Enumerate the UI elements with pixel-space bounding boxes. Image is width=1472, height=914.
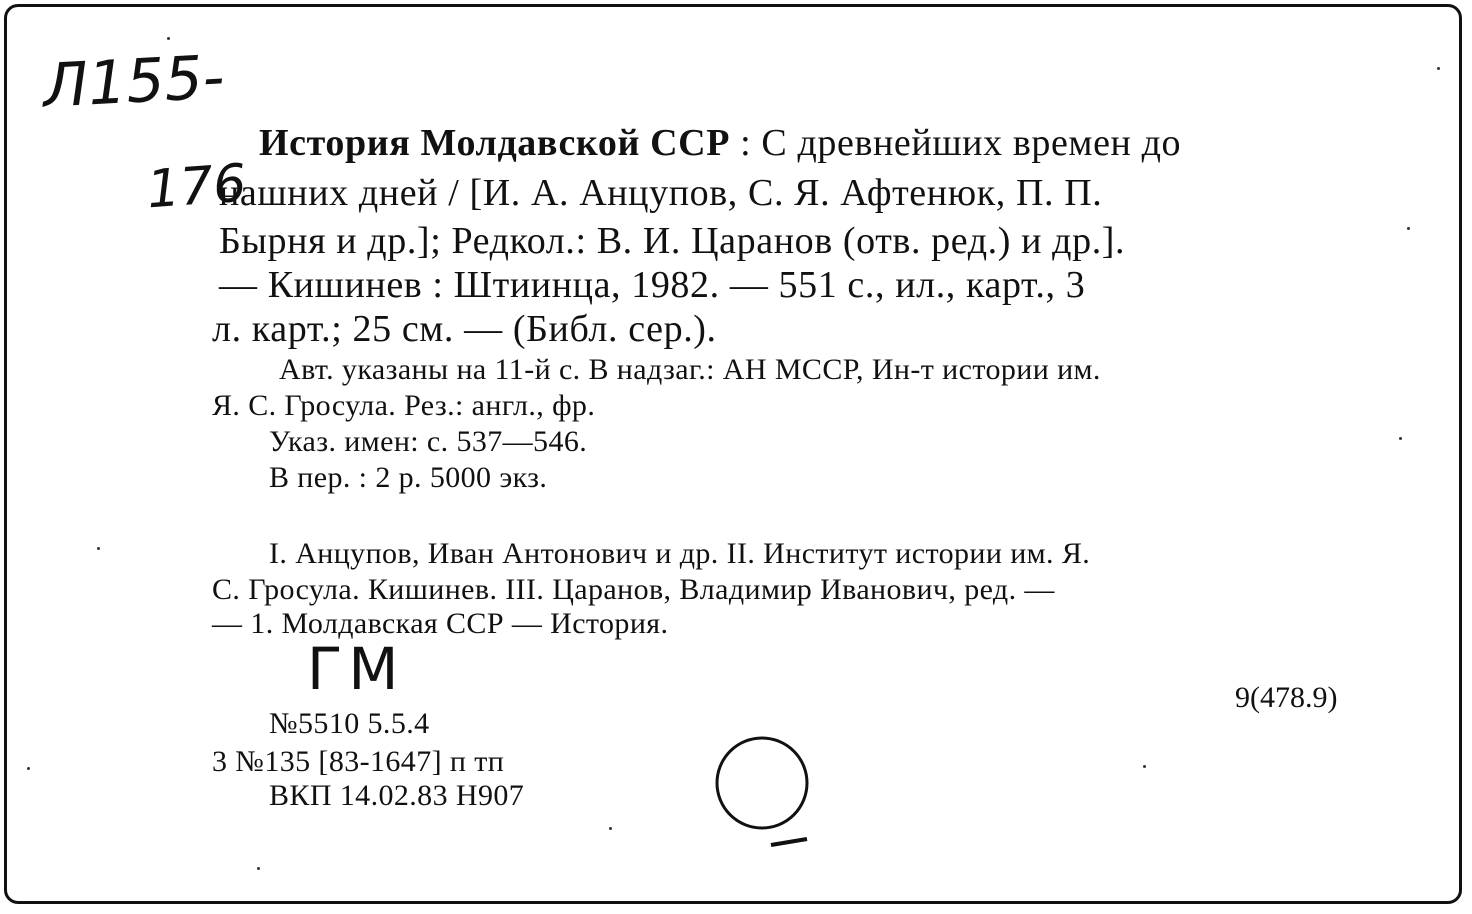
record-line-5: л. карт.; 25 см. — (Библ. сер.). [212, 308, 717, 350]
catalog-card [4, 4, 1462, 904]
tracing-line-2: С. Гросула. Кишинев. III. Царанов, Владимир Иванович, ред. — [212, 573, 1055, 606]
handwritten-call-number-bottom: 176 [145, 153, 249, 221]
speck [1407, 227, 1410, 230]
record-line-1 [259, 121, 1181, 165]
speck [1143, 765, 1146, 768]
record-title: История Молдавской ССР [259, 122, 731, 164]
punch-hole [713, 731, 813, 861]
speck [257, 867, 260, 870]
speck [1399, 437, 1402, 440]
speck [167, 37, 170, 40]
tracing-line-3: — 1. Молдавская ССР — История. [212, 607, 669, 640]
record-line-2: нашних дней / [И. А. Анцупов, С. Я. Афтенюк, П. П. [219, 172, 1103, 214]
speck [27, 767, 30, 770]
note-line-4: В пер. : 2 р. 5000 экз. [269, 461, 548, 494]
speck [609, 827, 612, 830]
tracing-line-1: I. Анцупов, Иван Антонович и др. II. Институт истории им. Я. [269, 537, 1091, 570]
order-number: №5510 5.5.4 [269, 707, 430, 740]
note-line-2: Я. С. Гросула. Рез.: англ., фр. [212, 389, 596, 422]
record-title-rest: : С древнейших времен до [740, 122, 1182, 164]
record-line-4: — Кишинев : Штиинца, 1982. — 551 с., ил., карт., 3 [219, 264, 1086, 306]
print-number: 3 №135 [83-1647] п тп [212, 745, 505, 778]
note-line-1: Авт. указаны на 11-й с. В надзаг.: АН МССР, Ин-т истории им. [279, 353, 1101, 386]
handwritten-initials: ГМ [307, 635, 405, 703]
classification-code: 9(478.9) [1235, 681, 1338, 714]
speck [97, 547, 100, 550]
record-line-3: Бырня и др.]; Редкол.: В. И. Царанов (отв. ред.) и др.]. [219, 220, 1126, 262]
handwritten-call-number-top: Л155- [41, 42, 227, 122]
note-line-3: Указ. имен: с. 537—546. [269, 425, 588, 458]
registry-number: ВКП 14.02.83 Н907 [269, 779, 525, 812]
speck [1437, 67, 1440, 70]
